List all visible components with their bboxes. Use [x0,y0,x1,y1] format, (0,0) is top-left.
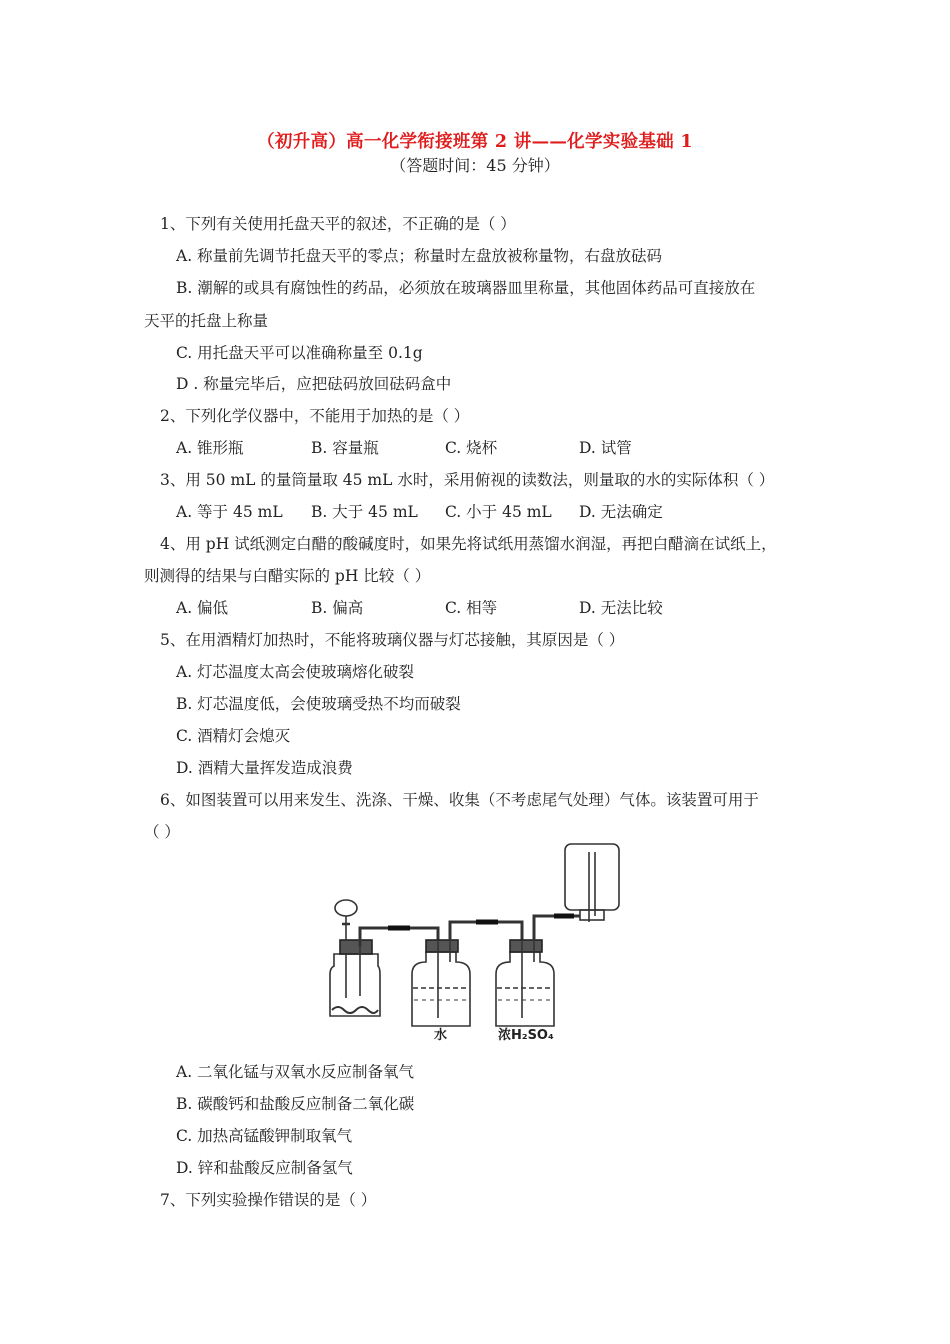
question-4-option-c: C. 相等 [445,599,498,617]
question-1-stem: 1、下列有关使用托盘天平的叙述，不正确的是（ ） [160,215,516,233]
separatory-funnel [335,900,357,916]
question-3-option-a: A. 等于 45 mL [176,503,283,521]
question-4-stem: 4、用 pH 试纸测定白醋的酸碱度时，如果先将试纸用蒸馏水润湿，再把白醋滴在试纸上， [160,535,777,553]
question-6-option-b: B. 碳酸钙和盐酸反应制备二氧化碳 [176,1095,415,1113]
question-3-option-b: B. 大于 45 mL [311,503,418,521]
question-2-option-a: A. 锥形瓶 [176,439,244,457]
question-2-stem: 2、下列化学仪器中，不能用于加热的是（ ） [160,407,470,425]
question-1-option-b: B. 潮解的或具有腐蚀性的药品，必须放在玻璃器皿里称量，其他固体药品可直接放在 [176,279,756,297]
question-5-option-b: B. 灯芯温度低，会使玻璃受热不均而破裂 [176,695,461,713]
question-1-option-a: A. 称量前先调节托盘天平的零点；称量时左盘放被称量物，右盘放砝码 [176,247,663,265]
collecting-bottle [565,844,619,910]
connecting-tube-2 [450,922,522,940]
connecting-tube-3 [534,916,580,940]
question-2-option-c: C. 烧杯 [445,439,498,457]
question-4-option-d: D. 无法比较 [579,599,663,617]
question-2-option-d: D. 试管 [579,439,632,457]
collecting-bottle-neck [580,910,604,920]
washing-bottle-stopper [426,940,458,952]
question-5-option-c: C. 酒精灯会熄灭 [176,727,291,745]
generator-solid [332,1007,378,1013]
question-3-option-d: D. 无法确定 [579,503,663,521]
question-7-stem: 7、下列实验操作错误的是（ ） [160,1191,377,1209]
question-5-option-d: D. 酒精大量挥发造成浪费 [176,759,353,777]
question-5-stem: 5、在用酒精灯加热时，不能将玻璃仪器与灯芯接触，其原因是（ ） [160,631,625,649]
page-subtitle: （答题时间：45 分钟） [390,156,560,175]
question-6-option-d: D. 锌和盐酸反应制备氢气 [176,1159,353,1177]
question-2-option-b: B. 容量瓶 [311,439,379,457]
question-1-option-d: D . 称量完毕后，应把砝码放回砝码盒中 [176,375,452,393]
question-1-option-b-continued: 天平的托盘上称量 [144,312,269,330]
question-3-option-c: C. 小于 45 mL [445,503,552,521]
question-6-stem-continued: （ ） [144,823,180,841]
question-6-stem: 6、如图装置可以用来发生、洗涤、干燥、收集（不考虑尾气处理）气体。该装置可用于 [160,791,759,809]
question-4-stem-continued: 则测得的结果与白醋实际的 pH 比较（ ） [144,567,431,585]
question-4-option-b: B. 偏高 [311,599,364,617]
page-title: （初升高）高一化学衔接班第 2 讲——化学实验基础 1 [257,132,693,152]
gas-apparatus-diagram [318,836,638,1042]
question-4-option-a: A. 偏低 [176,599,229,617]
label-water: 水 [434,1028,448,1042]
question-6-option-c: C. 加热高锰酸钾制取氧气 [176,1127,353,1145]
generator-stopper [340,940,372,954]
question-1-option-c: C. 用托盘天平可以准确称量至 0.1g [176,344,423,362]
question-5-option-a: A. 灯芯温度太高会使玻璃熔化破裂 [176,663,415,681]
drying-bottle-acid [496,952,554,1026]
question-6-option-a: A. 二氧化锰与双氧水反应制备氧气 [176,1063,415,1081]
label-concentrated-sulfuric-acid: 浓H₂SO₄ [498,1028,554,1042]
washing-bottle-water [412,952,470,1026]
drying-bottle-stopper [510,940,542,952]
question-3-stem: 3、用 50 mL 的量筒量取 45 mL 水时，采用俯视的读数法，则量取的水的实际体积（ ） [160,471,775,489]
